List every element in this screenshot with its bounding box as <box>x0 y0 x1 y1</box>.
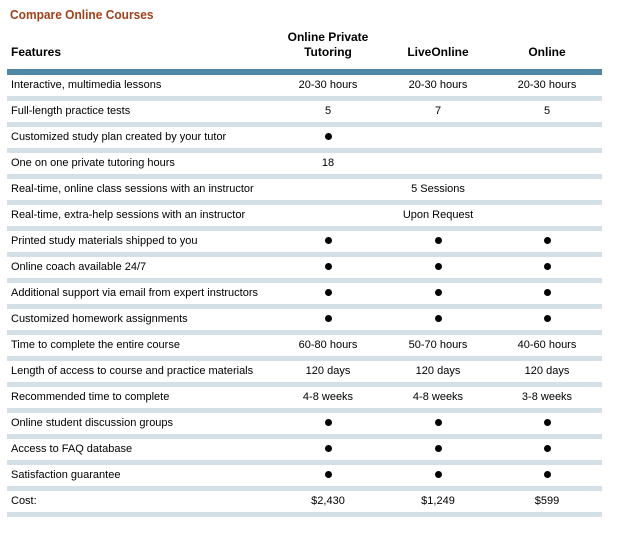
comparison-table-body <box>7 75 602 517</box>
online-private-tutoring-value: 20-30 hours <box>298 79 358 91</box>
feature-label: Recommended time to complete <box>11 391 170 403</box>
page-title: Compare Online Courses <box>10 7 154 22</box>
bullet-dot-icon <box>325 237 332 244</box>
online-value: 5 <box>543 105 551 117</box>
bullet-dot-icon <box>544 419 551 426</box>
online-private-tutoring-value-included-dot-icon <box>273 313 383 326</box>
table-row <box>7 101 602 127</box>
table-row <box>7 413 602 439</box>
table-row <box>7 335 602 361</box>
table-row <box>7 179 602 205</box>
bullet-dot-icon <box>544 289 551 296</box>
bullet-dot-icon <box>544 263 551 270</box>
liveonline-value: 120 days <box>415 365 461 377</box>
online-private-tutoring-value: $2,430 <box>311 495 345 507</box>
table-row <box>7 491 602 517</box>
bullet-dot-icon <box>325 289 332 296</box>
online-private-tutoring-value: 4-8 weeks <box>302 391 354 403</box>
online-private-tutoring-value-included-dot-icon <box>273 417 383 430</box>
table-row <box>7 153 602 179</box>
bullet-dot-icon <box>325 471 332 478</box>
features-header: Features <box>11 45 62 59</box>
feature-label: Cost: <box>11 495 37 507</box>
feature-label: Customized study plan created by your tutor <box>11 131 227 143</box>
online-private-tutoring-value: 120 days <box>305 365 351 377</box>
feature-label: Additional support via email from expert instructors <box>11 287 258 299</box>
online-private-tutoring-value-included-dot-icon <box>273 469 383 482</box>
bullet-dot-icon <box>325 315 332 322</box>
table-row <box>7 361 602 387</box>
liveonline-value-included-dot-icon <box>383 287 493 300</box>
liveonline-value: 4-8 weeks <box>412 391 464 403</box>
liveonline-value-included-dot-icon <box>383 443 493 456</box>
table-row <box>7 465 602 491</box>
online-value: 20-30 hours <box>517 79 577 91</box>
bullet-dot-icon <box>435 445 442 452</box>
online-private-tutoring-header-line2: Tutoring <box>304 45 352 59</box>
bullet-dot-icon <box>325 419 332 426</box>
feature-label: Online coach available 24/7 <box>11 261 147 273</box>
online-value-included-dot-icon <box>492 469 602 482</box>
online-private-tutoring-value: 60-80 hours <box>298 339 358 351</box>
online-value-included-dot-icon <box>492 443 602 456</box>
online-value-included-dot-icon <box>492 313 602 326</box>
liveonline-value-included-dot-icon <box>383 261 493 274</box>
liveonline-value: $1,249 <box>421 495 455 507</box>
online-value: 3-8 weeks <box>521 391 573 403</box>
bullet-dot-icon <box>544 315 551 322</box>
feature-label: Online student discussion groups <box>11 417 174 429</box>
bullet-dot-icon <box>435 419 442 426</box>
online-private-tutoring-value-included-dot-icon <box>273 261 383 274</box>
bullet-dot-icon <box>435 237 442 244</box>
liveonline-value-included-dot-icon <box>383 235 493 248</box>
liveonline-value: Upon Request <box>402 209 474 221</box>
liveonline-header: LiveOnline <box>407 45 469 59</box>
liveonline-value: 50-70 hours <box>408 339 468 351</box>
feature-label: Real-time, extra-help sessions with an instructor <box>11 209 246 221</box>
feature-label: Length of access to course and practice materials <box>11 365 254 377</box>
feature-label: Access to FAQ database <box>11 443 133 455</box>
online-private-tutoring-value: 5 <box>324 105 332 117</box>
bullet-dot-icon <box>435 471 442 478</box>
online-private-tutoring-header <box>273 30 383 60</box>
table-row <box>7 127 602 153</box>
bullet-dot-icon <box>325 445 332 452</box>
bullet-dot-icon <box>435 315 442 322</box>
feature-label: Printed study materials shipped to you <box>11 235 198 247</box>
feature-label: Satisfaction guarantee <box>11 469 121 481</box>
bullet-dot-icon <box>325 263 332 270</box>
online-private-tutoring-value-included-dot-icon <box>273 443 383 456</box>
table-row <box>7 283 602 309</box>
liveonline-value: 20-30 hours <box>408 79 468 91</box>
table-row <box>7 75 602 101</box>
online-value: 120 days <box>524 365 570 377</box>
liveonline-value: 7 <box>434 105 442 117</box>
online-private-tutoring-value-included-dot-icon <box>273 131 383 144</box>
online-value-included-dot-icon <box>492 235 602 248</box>
online-value: 40-60 hours <box>517 339 577 351</box>
online-private-tutoring-value-included-dot-icon <box>273 287 383 300</box>
online-value: $599 <box>534 495 560 507</box>
feature-label: Full-length practice tests <box>11 105 131 117</box>
online-private-tutoring-value-included-dot-icon <box>273 235 383 248</box>
liveonline-value-included-dot-icon <box>383 313 493 326</box>
online-private-tutoring-header-line1: Online Private <box>287 30 369 44</box>
table-row <box>7 309 602 335</box>
online-header: Online <box>528 45 566 59</box>
feature-label: Real-time, online class sessions with an instructor <box>11 183 254 195</box>
table-header <box>7 28 602 68</box>
table-row <box>7 231 602 257</box>
table-row <box>7 439 602 465</box>
feature-label: Interactive, multimedia lessons <box>11 79 162 91</box>
online-value-included-dot-icon <box>492 417 602 430</box>
bullet-dot-icon <box>325 133 332 140</box>
liveonline-value-included-dot-icon <box>383 417 493 430</box>
table-row <box>7 205 602 231</box>
bullet-dot-icon <box>435 263 442 270</box>
feature-label: One on one private tutoring hours <box>11 157 175 169</box>
online-private-tutoring-value: 18 <box>321 157 335 169</box>
liveonline-value: 5 Sessions <box>411 183 465 195</box>
bullet-dot-icon <box>544 445 551 452</box>
online-value-included-dot-icon <box>492 287 602 300</box>
table-row <box>7 257 602 283</box>
online-value-included-dot-icon <box>492 261 602 274</box>
liveonline-value-included-dot-icon <box>383 469 493 482</box>
bullet-dot-icon <box>544 237 551 244</box>
feature-label: Time to complete the entire course <box>11 339 180 351</box>
bullet-dot-icon <box>435 289 442 296</box>
bullet-dot-icon <box>544 471 551 478</box>
table-row <box>7 387 602 413</box>
feature-label: Customized homework assignments <box>11 313 188 325</box>
